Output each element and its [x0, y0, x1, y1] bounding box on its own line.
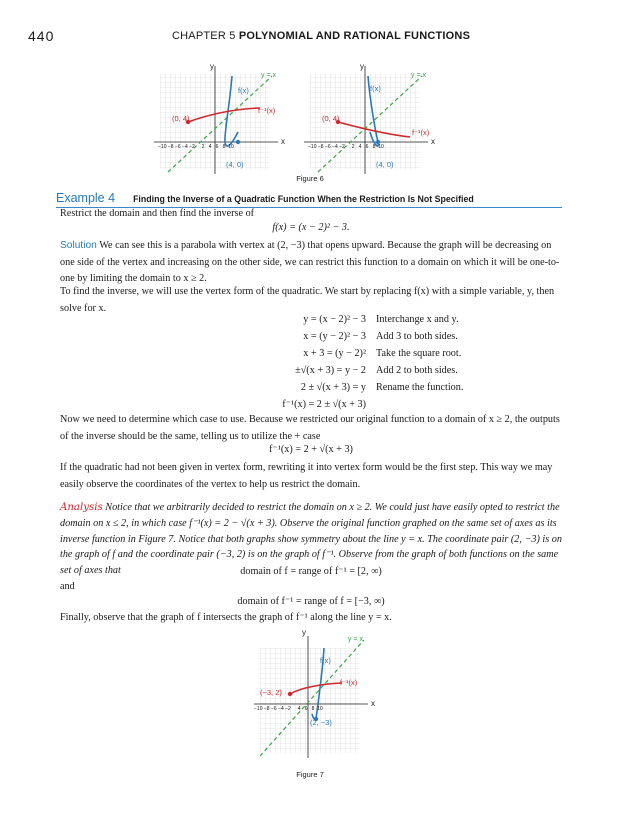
chapter-label: CHAPTER 5 — [172, 30, 236, 42]
step-row — [200, 311, 536, 328]
example-label: Example 4 — [56, 191, 116, 205]
step-equation: ±√(x + 3) = y − 2 — [295, 365, 366, 376]
derivation-steps — [200, 311, 536, 413]
step-note: Rename the function. — [376, 382, 464, 393]
step-equation: x = (y − 2)² − 3 — [303, 331, 366, 342]
step-equation: f⁻¹(x) = 2 ± √(x + 3) — [282, 399, 366, 410]
step-note: Interchange x and y. — [376, 314, 459, 325]
example-function: f(x) = (x − 2)² − 3. — [272, 222, 350, 233]
y-axis-label: y — [360, 62, 364, 71]
paragraph-vertex-form: To find the inverse, we will use the vertex form of the quadratic. We start by replacing f(x) with a simple variable, y, then solve for x. — [60, 286, 555, 314]
figure6-left-graph — [150, 62, 290, 182]
inverse-result: f⁻¹(x) = 2 + √(x + 3) — [269, 444, 353, 455]
finv-label: f⁻¹(x) — [340, 678, 358, 687]
step-equation: 2 ± √(x + 3) = y — [300, 382, 366, 393]
x-axis-label: x — [371, 699, 375, 708]
point-label-neg3-2: (−3, 2) — [260, 688, 282, 697]
step-row — [200, 345, 536, 362]
analysis-text: Notice that we arbitrarily decided to restrict the domain on x ≥ 2. We could just have easily opted to restrict the domain on x ≤ 2, in which case f⁻¹(x) = 2 − √(x + 3). Observe the original function graphed on the same set of axes as its inverse function in Figure 7. Notice that both graphs show symmetry about the line y = x. The coordinate pair (2, −3) is on the graph of f and the coordinate pair (−3, 2) is on the graph of f⁻¹. Observe from the graph of both functions on the same set of axes that — [60, 502, 562, 577]
step-row — [200, 379, 536, 396]
chapter-title: POLYNOMIAL AND RATIONAL FUNCTIONS — [238, 30, 471, 42]
x-tick-labels: −10 −8 −6 −4 −2 2 4 6 8 10 — [158, 144, 234, 150]
line-yx-label: y = x — [348, 636, 363, 643]
line-yx-label: y = x — [261, 72, 276, 79]
f-label: f(x) — [370, 84, 381, 93]
finv-label: f⁻¹(x) — [258, 106, 276, 115]
figure6-caption: Figure 6 — [296, 174, 324, 183]
f-label: f(x) — [238, 86, 249, 95]
example-title: Finding the Inverse of a Quadratic Function When the Restriction Is Not Specified — [133, 194, 474, 204]
point-label-0-4: (0, 4) — [172, 114, 190, 123]
line-yx-label: y = x — [411, 72, 426, 79]
x-tick-labels: −10 −8 −6 −4 −2 2 4 6 8 10 — [308, 144, 384, 150]
and-word: and — [60, 581, 75, 592]
solution-paragraph — [60, 238, 562, 288]
paragraph-vertex-note: If the quadratic had not been given in vertex form, rewriting it into vertex form would be the first step. This way we may easily observe the coordinates of the vertex to help us restrict the domain. — [60, 462, 553, 490]
y-axis-label: y — [302, 628, 306, 637]
point-label-4-0: (4, 0) — [226, 160, 244, 169]
solution-label: Solution — [60, 240, 97, 251]
figure7-graph — [250, 628, 380, 766]
x-axis-label: x — [281, 137, 285, 146]
step-equation: x + 3 = (y − 2)² — [303, 348, 366, 359]
step-note: Take the square root. — [376, 348, 462, 359]
figure6-right-graph — [300, 62, 440, 182]
x-axis-label: x — [431, 137, 435, 146]
solution-text: We can see this is a parabola with vertex at (2, −3) that opens upward. Because the graph will be decreasing on one side of the vertex and increasing on the other side, we can restrict this function to a domain on which it will be one-to-one by limiting the domain to x ≥ 2. — [60, 240, 560, 285]
running-header — [172, 30, 470, 42]
final-observation: Finally, observe that the graph of f intersects the graph of f⁻¹ along the line y = x. — [60, 612, 392, 623]
domain-range-line1: domain of f = range of f⁻¹ = [2, ∞) — [240, 566, 382, 577]
point-label-4-0: (4, 0) — [376, 160, 394, 169]
step-equation: y = (x − 2)² − 3 — [303, 314, 366, 325]
x-tick-labels: −10 −8 −6 −4 −2 4 6 8 10 — [254, 706, 323, 712]
y-axis-label: y — [210, 62, 214, 71]
page-number: 440 — [28, 28, 55, 44]
figure7-caption: Figure 7 — [296, 770, 324, 779]
f-label: f(x) — [320, 656, 331, 665]
example-intro: Restrict the domain and then find the inverse of — [60, 208, 255, 219]
point-label-2-neg3: (2, −3) — [310, 718, 332, 727]
point-label-0-4: (0, 4) — [322, 114, 340, 123]
analysis-label: Analysis — [60, 502, 103, 513]
step-note: Add 2 to both sides. — [376, 365, 458, 376]
step-row — [200, 362, 536, 379]
finv-label: f⁻¹(x) — [412, 128, 430, 137]
step-note: Add 3 to both sides. — [376, 331, 458, 342]
domain-range-line2: domain of f⁻¹ = range of f = [−3, ∞) — [237, 596, 385, 607]
step-row — [200, 396, 536, 413]
paragraph-case: Now we need to determine which case to use. Because we restricted our original function to a domain of x ≥ 2, the outputs of the inverse should be the same, telling us to utilize the + case — [60, 414, 560, 442]
step-row — [200, 328, 536, 345]
step-note — [376, 396, 536, 413]
